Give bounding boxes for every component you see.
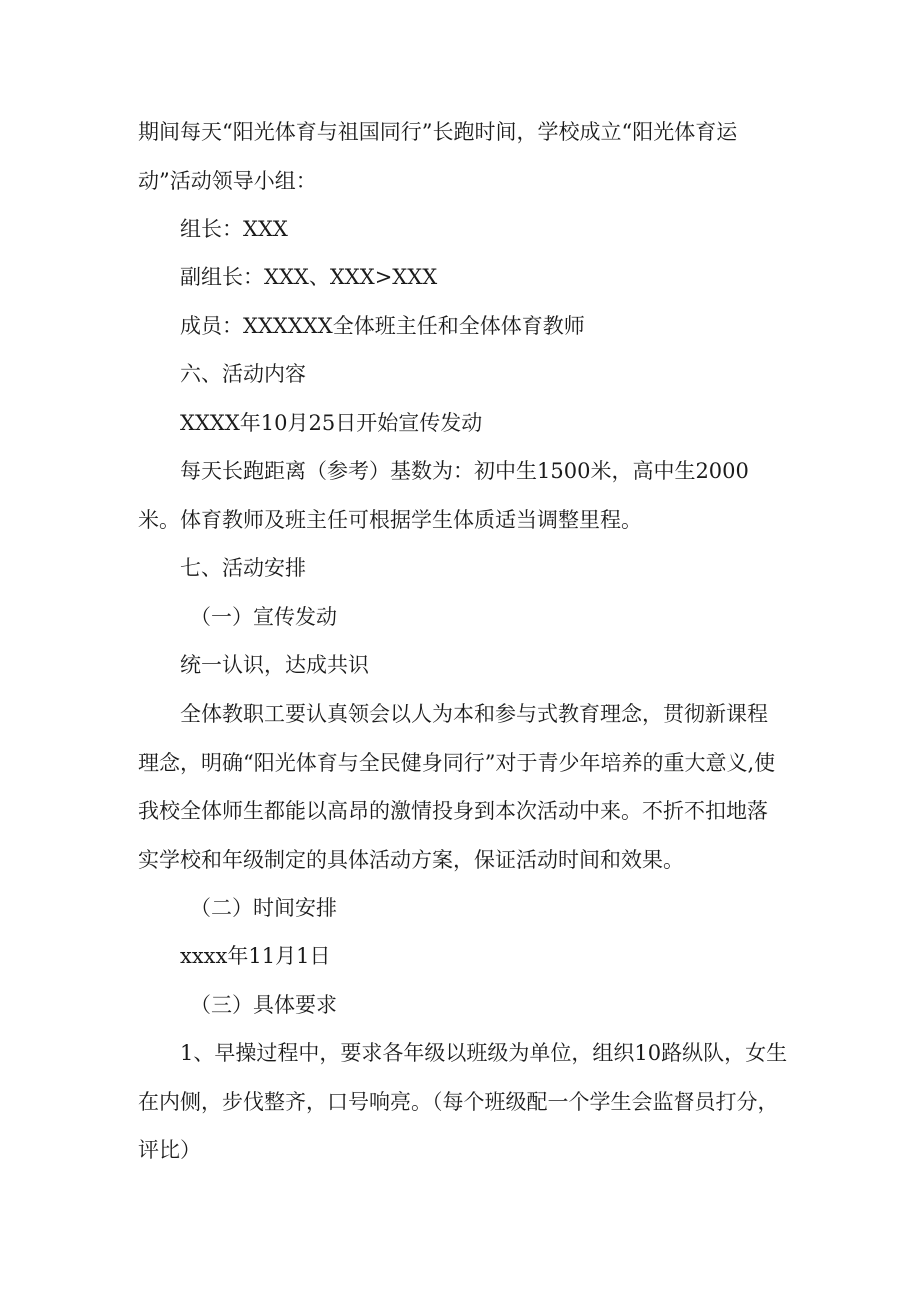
heading-section-six: 六、活动内容 <box>180 362 306 386</box>
heading-sub-one: （一）宣传发动 <box>190 605 337 629</box>
paragraph-running-distance: 每天长跑距离（参考）基数为：初中生1500米，高中生2000米。体育教师及班主任可根据学生体质适当调整里程。 <box>138 459 749 532</box>
heading-sub-two: （二）时间安排 <box>190 896 337 920</box>
heading-sub-three: （三）具体要求 <box>190 993 337 1017</box>
paragraph-start-date: XXXX年10月25日开始宣传发动 <box>180 411 483 435</box>
paragraph-vice-leader: 副组长：XXX、XXX>XXX <box>180 265 438 289</box>
paragraph-requirement-one: 1、早操过程中，要求各年级以班级为单位，组织10路纵队，女生在内侧，步伐整齐，口号响亮。（每个班级配一个学生会监督员打分，评比） <box>138 1041 788 1162</box>
heading-section-seven: 七、活动安排 <box>180 556 306 580</box>
paragraph-schedule-date: xxxx年11月1日 <box>180 944 331 968</box>
paragraph-staff: 全体教职工要认真领会以人为本和参与式教育理念，贯彻新课程理念，明确“阳光体育与全民健身同行”对于青少年培养的重大意义,使我校全体师生都能以高昂的激情投身到本次活动中来。不折不扣地落实学校和年级制定的具体活动方案，保证活动时间和效果。 <box>138 702 776 872</box>
paragraph-members: 成员：XXXXXX全体班主任和全体体育教师 <box>180 314 585 338</box>
paragraph-leader: 组长：XXX <box>180 217 288 241</box>
paragraph-consensus: 统一认识，达成共识 <box>180 653 369 677</box>
paragraph-intro: 期间每天“阳光体育与祖国同行”长跑时间，学校成立“阳光体育运动”活动领导小组： <box>138 120 738 193</box>
